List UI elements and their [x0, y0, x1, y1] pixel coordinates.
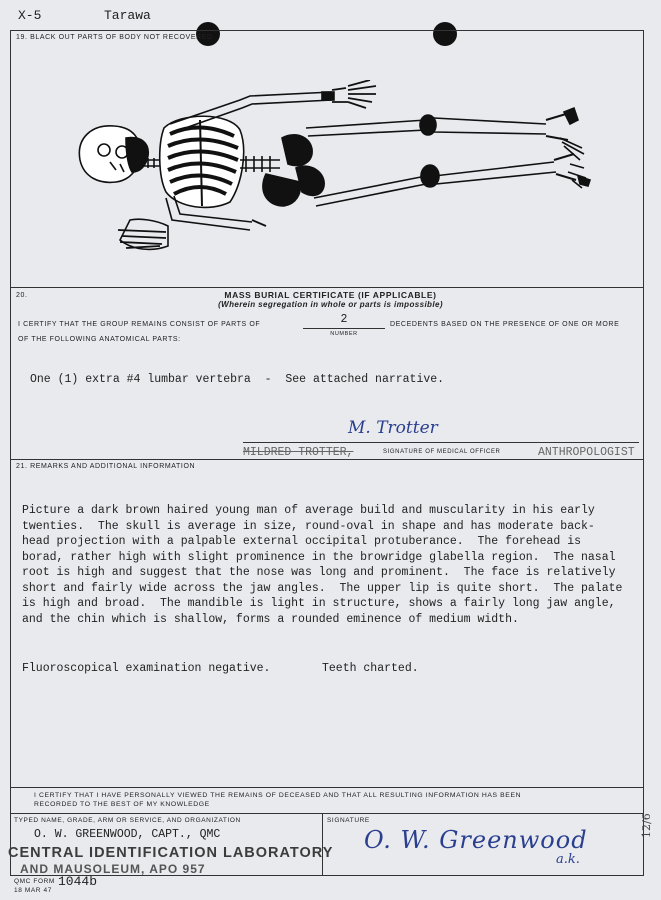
margin-note: 12/6 [640, 813, 653, 838]
remarks-line: twenties. The skull is average in size, round-oval in shape and has moderate back- [22, 519, 595, 533]
signer-title: ANTHROPOLOGIST [538, 446, 635, 459]
remarks-line: short and fairly wide across the jaw angles. The upper lip is quite short. The palate [22, 581, 623, 595]
certify-statement-line2: RECORDED TO THE BEST OF MY KNOWLEDGE [34, 801, 210, 808]
remarks-line: and the chin which is shallow, forms a rounded eminence of medium width. [22, 612, 519, 626]
certify-text-line2: OF THE FOLLOWING ANATOMICAL PARTS: [18, 336, 181, 343]
certify-statement-line1: I CERTIFY THAT I HAVE PERSONALLY VIEWED THE REMAINS OF DECEASED AND THAT ALL RESULTING INFORMATION HAS BEEN [34, 792, 522, 799]
divider-21-certify [10, 787, 644, 788]
location-label: Tarawa [104, 8, 151, 23]
typed-name-label: TYPED NAME, GRADE, ARM OR SERVICE, AND ORGANIZATION [14, 817, 241, 824]
signer-name: MILDRED TROTTER, [243, 446, 354, 459]
section-19-label: 19. BLACK OUT PARTS OF BODY NOT RECOVERED [16, 34, 213, 41]
remarks-line: is high and broad. The mandible is light in structure, shows a fairly long jaw angle, [22, 597, 616, 610]
form-number: 1044b [58, 874, 98, 889]
skeleton-diagram [70, 80, 600, 260]
remarks-line: head projection with a palpable external occipital protuberance. The forehead is [22, 535, 581, 548]
section-21-label: 21. REMARKS AND ADDITIONAL INFORMATION [16, 463, 196, 470]
medical-officer-label: SIGNATURE OF MEDICAL OFFICER [383, 449, 501, 455]
certify-text-end: DECEDENTS BASED ON THE PRESENCE OF ONE OR MORE [390, 321, 620, 328]
fluoroscopy-note: Fluoroscopical examination negative. [22, 662, 271, 675]
remarks-paragraph [22, 503, 642, 627]
document-code: X-5 [18, 8, 42, 23]
form-label: QMC FORM [14, 878, 55, 885]
mass-burial-title: MASS BURIAL CERTIFICATE (IF APPLICABLE) [224, 290, 437, 300]
lab-stamp-line1: CENTRAL IDENTIFICATION LABORATORY [8, 845, 334, 861]
certify-text-start: I CERTIFY THAT THE GROUP REMAINS CONSIST OF PARTS OF [18, 321, 261, 328]
signature-field-label: SIGNATURE [327, 817, 370, 824]
footer-divider [322, 813, 323, 875]
section-20-number: 20. [16, 292, 28, 299]
remarks-line: borad, rather high with slight prominence in the browridge glabella region. The nasal [22, 550, 616, 564]
remarks-line: root is high and suggest that the nose was long and prominent. The face is relatively [22, 566, 616, 579]
anatomical-parts-entry: One (1) extra #4 lumbar vertebra - See attached narrative. [30, 373, 445, 386]
form-date: 18 MAR 47 [14, 887, 52, 894]
decedent-count: 2 [303, 312, 385, 329]
greenwood-signature: O. W. Greenwood [364, 826, 588, 854]
remarks-line: Picture a dark brown haired young man of average build and muscularity in his early [22, 504, 595, 517]
teeth-note: Teeth charted. [322, 662, 419, 675]
signature-initials: a.k. [556, 852, 580, 867]
lab-stamp-line2: AND MAUSOLEUM, APO 957 [20, 862, 206, 876]
divider-certify-footer [10, 813, 644, 814]
signature-line [243, 442, 639, 443]
divider-19-20 [10, 287, 644, 288]
mass-burial-subtitle: (Wherein segregation in whole or parts is impossible) [218, 300, 443, 309]
trotter-signature: M. Trotter [348, 418, 438, 438]
number-label: NUMBER [330, 331, 358, 337]
officer-name: O. W. GREENWOOD, CAPT., QMC [34, 828, 221, 841]
